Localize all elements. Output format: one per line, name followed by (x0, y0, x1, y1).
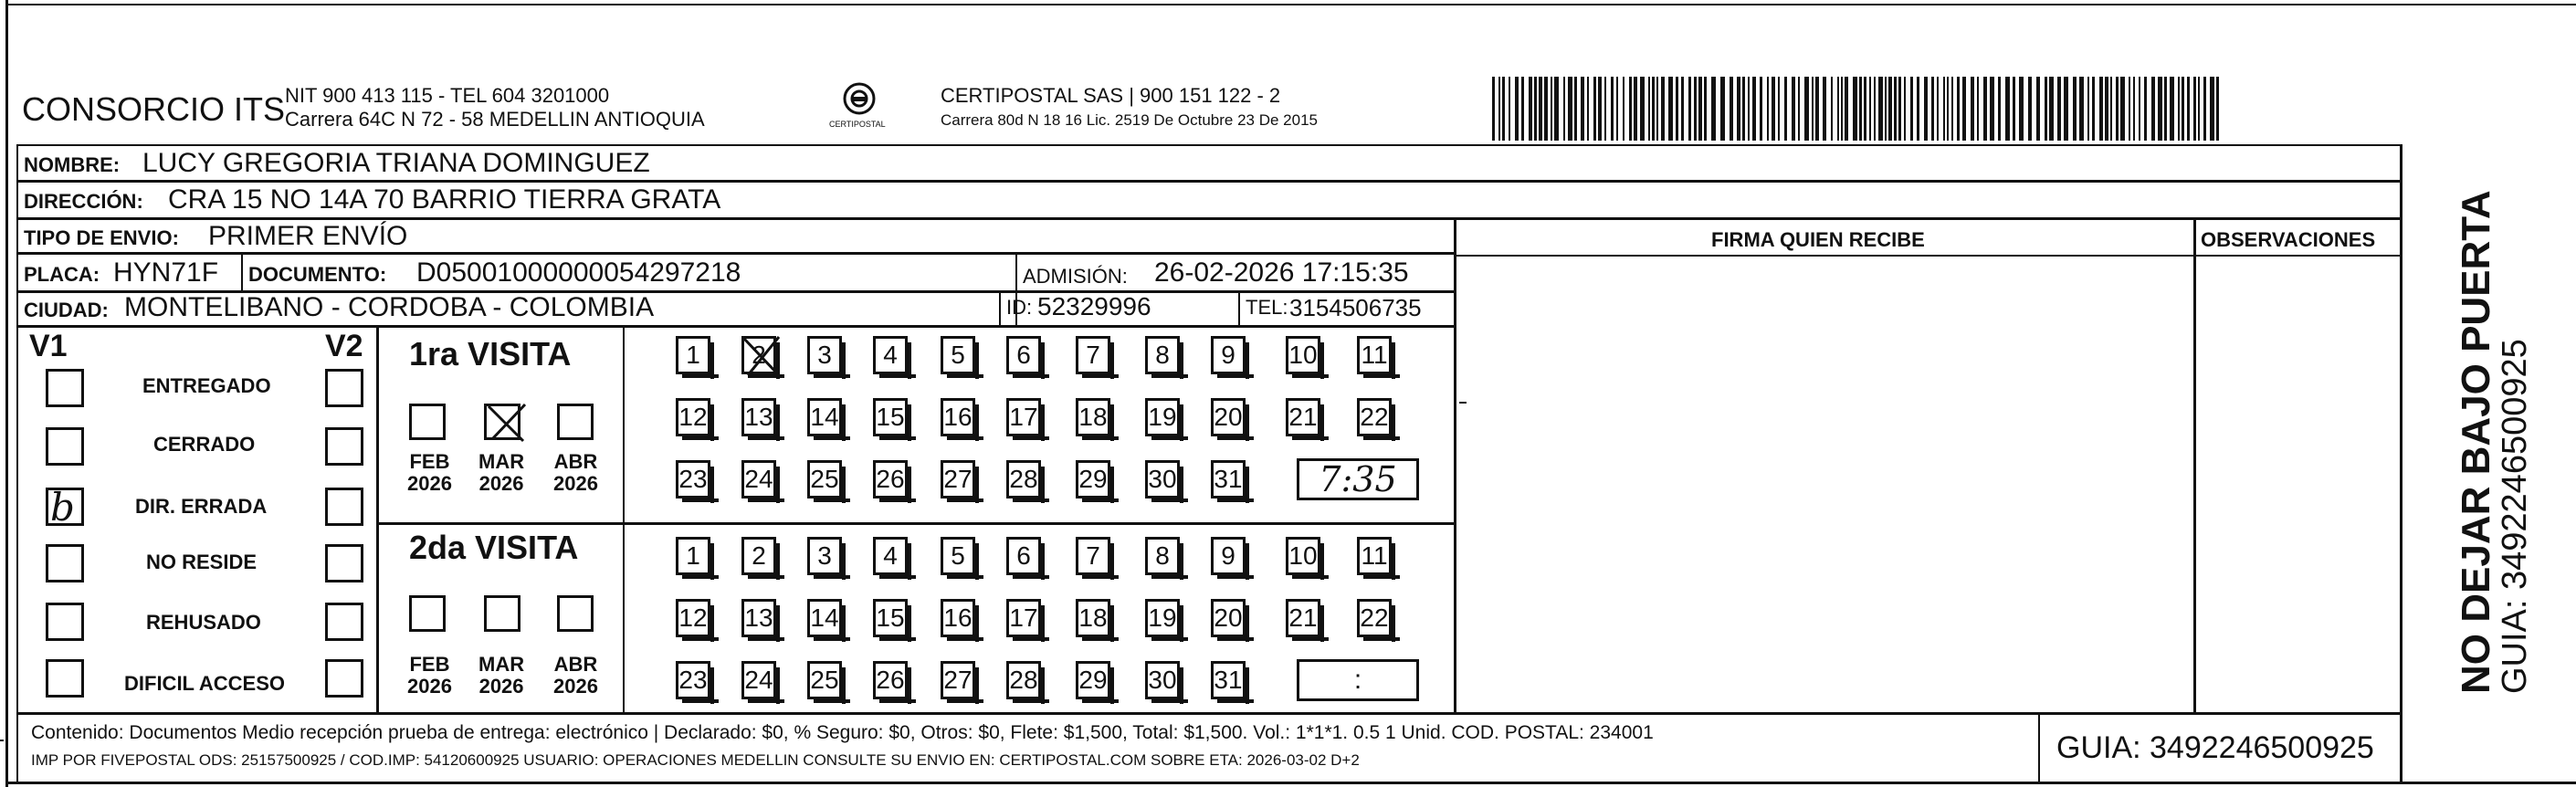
day-box[interactable]: 25 (807, 460, 842, 498)
direccion-value: CRA 15 NO 14A 70 BARRIO TIERRA GRATA (168, 184, 721, 215)
admision-label: ADMISIÓN: (1023, 265, 1128, 288)
v2-checkbox-dir-errada[interactable] (325, 488, 363, 526)
day-box[interactable]: 8 (1145, 537, 1180, 575)
month-year: 2026 (407, 675, 452, 698)
nombre-label: NOMBRE: (24, 153, 121, 176)
rule-tel-sep (1238, 290, 1240, 325)
day-box[interactable]: 30 (1145, 661, 1180, 699)
rule-right (2400, 144, 2403, 782)
documento-value: D05001000000054297218 (416, 257, 741, 288)
day-box[interactable]: 28 (1006, 661, 1041, 699)
visit-2-month-feb (407, 654, 452, 698)
rule-ciudad (16, 325, 1456, 328)
placa-value: HYN71F (113, 257, 219, 288)
status-rehusado: REHUSADO (146, 611, 261, 634)
day-box[interactable]: 4 (873, 336, 908, 374)
day-box[interactable]: 27 (941, 661, 975, 699)
day-box[interactable]: 25 (807, 661, 842, 699)
day-box[interactable]: 14 (807, 599, 842, 637)
v2-checkbox-entregado[interactable] (325, 369, 363, 407)
visit-2-title: 2da VISITA (409, 529, 579, 566)
day-box[interactable]: 15 (873, 398, 908, 436)
footer-imp: IMP POR FIVEPOSTAL ODS: 25157500925 / COD.IMP: 54120600925 USUARIO: OPERACIONES MEDELLIN CONSULTE SU ENVIO EN: CERTIPOSTAL.COM SOBRE ETA: 2026-03-02 D+2 (31, 751, 1360, 769)
day-box[interactable]: 6 (1006, 336, 1041, 374)
day-box[interactable]: 15 (873, 599, 908, 637)
time-box[interactable]: 7:35 (1297, 458, 1419, 500)
v1-checkbox-cerrado[interactable] (46, 427, 84, 466)
address-line: Carrera 64C N 72 - 58 MEDELLIN ANTIOQUIA (285, 108, 705, 131)
v1-checkbox-entregado[interactable] (46, 369, 84, 407)
rule-footer (16, 712, 2402, 715)
v1-checkbox-no-reside[interactable] (46, 544, 84, 582)
day-box[interactable]: 11 (1357, 537, 1392, 575)
day-cross-icon (741, 333, 783, 379)
day-box[interactable]: 1 (676, 336, 710, 374)
visit-1-month-feb-box[interactable] (409, 404, 446, 440)
v1-checkbox-dir-errada[interactable] (46, 485, 84, 530)
footer-contenido: Contenido: Documentos Medio recepción prueba de entrega: electrónico | Declarado: $0, % Seguro: $0, Otros: $0, Flete: $1,500, Total: $1,500. Vol.: 1*1*1. 0.5 1 Unid. COD. POSTAL: 234001 (31, 722, 1654, 743)
certipostal-logo (818, 79, 900, 142)
month-year: 2026 (553, 472, 598, 496)
day-box[interactable]: 8 (1145, 336, 1180, 374)
day-box[interactable]: 4 (873, 537, 908, 575)
day-box[interactable]: 18 (1076, 599, 1110, 637)
day-box[interactable]: 12 (676, 398, 710, 436)
day-box[interactable]: 29 (1076, 661, 1110, 699)
frame-left-edge (5, 0, 8, 787)
rule-signature-left (1454, 217, 1456, 712)
day-box[interactable]: 3 (807, 537, 842, 575)
day-box[interactable]: 24 (741, 661, 776, 699)
rule-signature-header (1454, 255, 2400, 257)
certipostal-line: CERTIPOSTAL SAS | 900 151 122 - 2 (941, 84, 1281, 107)
day-box[interactable]: 22 (1357, 599, 1392, 637)
day-box[interactable]: 13 (741, 599, 776, 637)
month-year: 2026 (407, 472, 452, 496)
observaciones-label: OBSERVACIONES (2201, 228, 2376, 251)
ciudad-label: CIUDAD: (24, 299, 109, 321)
day-box[interactable]: 9 (1211, 336, 1246, 374)
id-value: 52329996 (1037, 292, 1151, 320)
rule-visits-mid (376, 522, 1456, 525)
firma-label: FIRMA QUIEN RECIBE (1711, 228, 1925, 251)
day-box[interactable]: 26 (873, 661, 908, 699)
day-box[interactable]: 11 (1357, 336, 1392, 374)
day-box[interactable]: 16 (941, 599, 975, 637)
rule-observations-left (2193, 217, 2196, 712)
status-cerrado: CERRADO (153, 433, 256, 456)
rule-left (16, 144, 18, 782)
company-name: CONSORCIO ITS (22, 90, 286, 128)
day-box[interactable]: 23 (676, 661, 710, 699)
visit-1-month-mar (478, 451, 524, 495)
month-name: MAR (478, 653, 525, 676)
tipo-label: TIPO DE ENVIO: (24, 226, 179, 249)
rule-id-sep (999, 290, 1001, 325)
placa-label: PLACA: (24, 263, 100, 286)
day-box[interactable]: 13 (741, 398, 776, 436)
visit-1-month-abr (553, 451, 598, 495)
day-box[interactable]: 2 (741, 537, 776, 575)
v1-checkbox-dificil-acceso[interactable] (46, 659, 84, 698)
side-warning: NO DEJAR BAJO PUERTA (2454, 190, 2498, 694)
status-entregado: ENTREGADO (142, 374, 271, 397)
edge-mark (0, 740, 4, 741)
day-box[interactable]: 20 (1211, 398, 1246, 436)
logo-text: CERTIPOSTAL (829, 120, 886, 129)
day-box[interactable]: 30 (1145, 460, 1180, 498)
rule-direccion (16, 217, 2402, 220)
rule-days-left (623, 325, 625, 712)
month-year: 2026 (553, 675, 598, 698)
ciudad-value: MONTELIBANO - CORDOBA - COLOMBIA (124, 292, 655, 322)
day-box[interactable]: 5 (941, 336, 975, 374)
day-box[interactable]: 6 (1006, 537, 1041, 575)
day-box[interactable]: 16 (941, 398, 975, 436)
visit-1-month-feb (407, 451, 452, 495)
day-box[interactable]: 19 (1145, 599, 1180, 637)
visit-2-month-feb-box[interactable] (409, 595, 446, 632)
barcode (1492, 77, 2223, 141)
day-box[interactable]: 12 (676, 599, 710, 637)
tel-label: TEL: (1246, 296, 1288, 319)
rule-nombre (16, 180, 2402, 183)
day-box[interactable]: 10 (1286, 537, 1320, 575)
time-box[interactable]: : (1297, 659, 1419, 701)
side-guia: GUIA: 3492246500925 (2496, 339, 2534, 694)
day-box[interactable]: 22 (1357, 398, 1392, 436)
month-name: FEB (409, 450, 450, 473)
day-box[interactable]: 26 (873, 460, 908, 498)
visit-2-month-abr (553, 654, 598, 698)
month-year: 2026 (478, 472, 524, 496)
tel-value: 3154506735 (1289, 294, 1422, 321)
day-box[interactable]: 21 (1286, 599, 1320, 637)
day-box[interactable]: 24 (741, 460, 776, 498)
day-box[interactable]: 14 (807, 398, 842, 436)
tipo-value: PRIMER ENVÍO (208, 221, 408, 251)
rule-placa-sep (241, 252, 243, 290)
rule-tipo (16, 252, 1456, 255)
v2-checkbox-dificil-acceso[interactable] (325, 659, 363, 698)
id-label: ID: (1006, 296, 1033, 319)
rule-footer-guia (2038, 712, 2040, 782)
v2-checkbox-rehusado[interactable] (325, 603, 363, 641)
day-box[interactable]: 31 (1211, 661, 1246, 699)
v1-label: V1 (29, 329, 68, 363)
v1-handwritten-mark: b (50, 485, 75, 530)
day-box[interactable]: 31 (1211, 460, 1246, 498)
day-box[interactable]: 19 (1145, 398, 1180, 436)
documento-label: DOCUMENTO: (248, 263, 387, 286)
day-box[interactable]: 23 (676, 460, 710, 498)
v2-checkbox-no-reside[interactable] (325, 544, 363, 582)
day-box[interactable]: 7 (1076, 537, 1110, 575)
signature-mark (1459, 402, 1467, 404)
visit-1-month-mar-box[interactable] (484, 404, 520, 440)
v1-checkbox-rehusado[interactable] (46, 603, 84, 641)
status-no-reside: NO RESIDE (146, 551, 258, 573)
day-box[interactable]: 10 (1286, 336, 1320, 374)
visit-2-month-mar (478, 654, 524, 698)
side-text (2456, 190, 2535, 694)
day-box[interactable]: 3 (807, 336, 842, 374)
day-number: 2 (752, 341, 766, 369)
day-box[interactable]: 18 (1076, 398, 1110, 436)
month-name: MAR (478, 450, 525, 473)
day-box[interactable]: 21 (1286, 398, 1320, 436)
month-name: ABR (553, 653, 598, 676)
v2-label: V2 (325, 329, 363, 363)
rule-visits-left (376, 325, 379, 712)
certipostal-address: Carrera 80d N 18 16 Lic. 2519 De Octubre 23 De 2015 (941, 111, 1318, 129)
rule-top (16, 144, 2402, 146)
day-box[interactable]: 29 (1076, 460, 1110, 498)
certipostal-logo-icon (818, 79, 900, 142)
footer-guia: GUIA: 3492246500925 (2056, 730, 2374, 765)
nit-line: NIT 900 413 115 - TEL 604 3201000 (285, 84, 610, 107)
frame-top-edge (5, 4, 2576, 5)
month-name: ABR (553, 450, 598, 473)
day-box[interactable]: 9 (1211, 537, 1246, 575)
visit-1-title: 1ra VISITA (409, 335, 572, 373)
day-box[interactable] (741, 336, 776, 374)
month-cross-icon (483, 399, 531, 446)
direccion-label: DIRECCIÓN: (24, 190, 143, 213)
month-year: 2026 (478, 675, 524, 698)
status-dificil-acceso: DIFICIL ACCESO (124, 672, 286, 695)
nombre-value: LUCY GREGORIA TRIANA DOMINGUEZ (142, 148, 650, 178)
visit-2-month-mar-box[interactable] (484, 595, 520, 632)
day-box[interactable]: 17 (1006, 398, 1041, 436)
frame-bottom-edge (5, 782, 2576, 784)
day-box[interactable]: 20 (1211, 599, 1246, 637)
visit-1-month-abr-box[interactable] (557, 404, 594, 440)
day-box[interactable]: 27 (941, 460, 975, 498)
day-box[interactable]: 7 (1076, 336, 1110, 374)
status-dir-errada: DIR. ERRADA (135, 495, 268, 518)
v2-checkbox-cerrado[interactable] (325, 427, 363, 466)
day-box[interactable]: 28 (1006, 460, 1041, 498)
admision-value: 26-02-2026 17:15:35 (1154, 257, 1409, 288)
month-name: FEB (409, 653, 450, 676)
day-box[interactable]: 5 (941, 537, 975, 575)
visit-2-month-abr-box[interactable] (557, 595, 594, 632)
day-box[interactable]: 17 (1006, 599, 1041, 637)
day-box[interactable]: 1 (676, 537, 710, 575)
